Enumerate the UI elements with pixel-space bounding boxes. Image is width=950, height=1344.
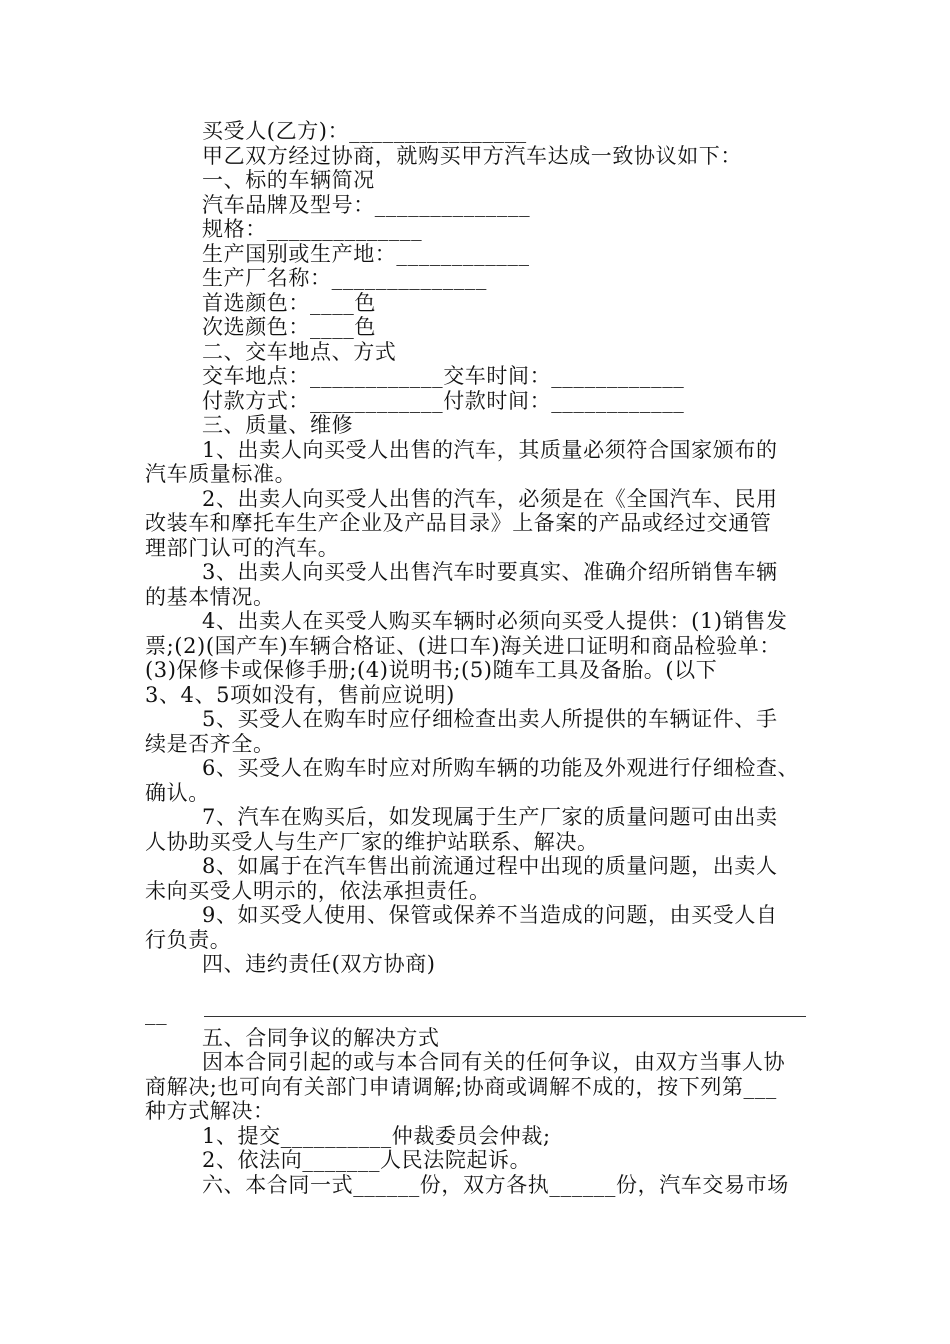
text-line [145, 977, 825, 1002]
text-line: 汽车品牌及型号：______________ [202, 192, 531, 217]
text-line: 汽车质量标准。 [145, 462, 297, 486]
contract-document [145, 119, 825, 1197]
text-line: 2、依法向_______人民法院起诉。 [202, 1148, 532, 1172]
text-line: 种方式解决： [145, 1099, 275, 1123]
text-line: 8、如属于在汽车售出前流通过程中出现的质量问题，出卖人 [202, 854, 778, 878]
text-line: __ [145, 1001, 168, 1025]
text-line: 的基本情况。 [145, 584, 275, 609]
text-line: 1、提交__________仲裁委员会仲裁; [202, 1123, 551, 1148]
text-line: 3、4、5项如没有，售前应说明) [145, 682, 455, 707]
text-line: 付款方式：____________付款时间：____________ [202, 388, 685, 413]
signature-rule [204, 1016, 806, 1017]
text-line: 买受人(乙方)：________________ [202, 119, 527, 143]
text-line: 未向买受人明示的，依法承担责任。 [145, 878, 491, 903]
text-line: 规格：______________ [202, 217, 423, 241]
text-line: 理部门认可的汽车。 [145, 535, 340, 560]
text-line: 续是否齐全。 [145, 731, 275, 756]
text-line: 商解决;也可向有关部门申请调解;协商或调解不成的，按下列第___ [145, 1074, 777, 1099]
text-line: 人协助买受人与生产厂家的维护站联系、解决。 [145, 829, 599, 854]
text-line: 7、汽车在购买后，如发现属于生产厂家的质量问题可由出卖 [202, 805, 778, 829]
text-line: 1、出卖人向买受人出售的汽车，其质量必须符合国家颁布的 [202, 437, 778, 462]
text-line: 四、违约责任(双方协商) [202, 952, 436, 976]
text-line: 一、标的车辆简况 [202, 168, 375, 192]
text-line: 生产厂名称：______________ [202, 266, 487, 290]
text-line: 5、买受人在购车时应仔细检查出卖人所提供的车辆证件、手 [202, 707, 778, 731]
text-line: 票;(2)(国产车)车辆合格证、(进口车)海关进口证明和商品检验单： [145, 633, 781, 658]
text-line: 首选颜色：____色 [202, 290, 376, 315]
text-line: 改装车和摩托车生产企业及产品目录》上备案的产品或经过交通管 [145, 511, 772, 535]
text-line: 2、出卖人向买受人出售的汽车，必须是在《全国汽车、民用 [202, 486, 778, 511]
text-line: 9、如买受人使用、保管或保养不当造成的问题，由买受人自 [202, 903, 778, 927]
text-line: 确认。 [145, 780, 210, 805]
text-line: 生产国别或生产地：____________ [202, 241, 530, 266]
text-line: 4、出卖人在买受人购买车辆时必须向买受人提供：(1)销售发 [202, 609, 788, 633]
text-line: 3、出卖人向买受人出售汽车时要真实、准确介绍所销售车辆 [202, 560, 778, 584]
text-line: (3)保修卡或保修手册;(4)说明书;(5)随车工具及备胎。(以下 [145, 658, 718, 682]
text-line: 6、买受人在购车时应对所购车辆的功能及外观进行仔细检查、 [202, 756, 800, 780]
text-line: 行负责。 [145, 927, 232, 952]
text-line: 二、交车地点、方式 [202, 339, 397, 364]
text-line: 因本合同引起的或与本合同有关的任何争议，由双方当事人协 [202, 1050, 786, 1074]
text-line: 五、合同争议的解决方式 [202, 1025, 440, 1050]
text-line: 交车地点：____________交车时间：____________ [202, 364, 685, 388]
text-line: 甲乙双方经过协商，就购买甲方汽车达成一致协议如下： [202, 143, 742, 168]
text-line: 次选颜色：____色 [202, 315, 376, 339]
text-line: 六、本合同一式______份，双方各执______份，汽车交易市场 [202, 1172, 789, 1197]
text-line: 三、质量、维修 [202, 413, 354, 437]
